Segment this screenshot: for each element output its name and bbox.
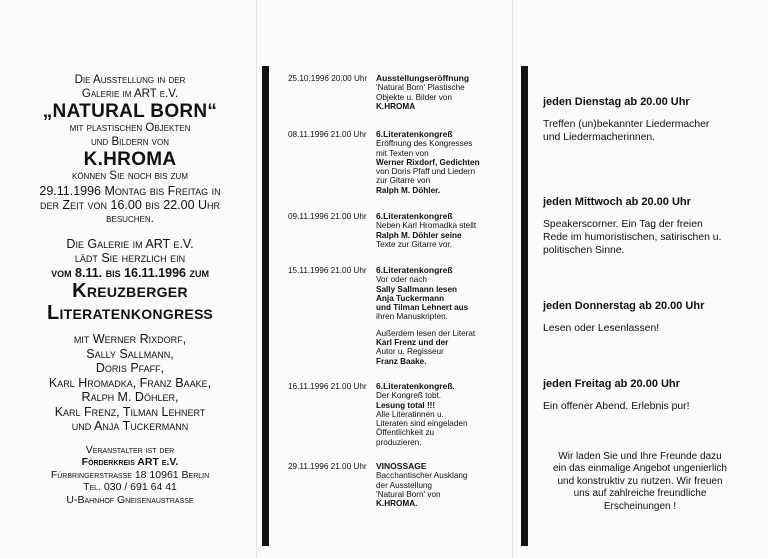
entry-line: Karl Frenz und der	[376, 338, 449, 348]
entry-line: mit Texten von	[376, 148, 429, 158]
weekly-heading: jeden Freitag ab 20.00 Uhr	[543, 378, 680, 390]
weekly-line: Ein offener Abend. Erlebnis pur!	[543, 401, 690, 412]
entry-line: K.HROMA	[376, 101, 416, 111]
images-line: und Bildern von	[90, 135, 170, 148]
entry-line: Vor oder nach	[376, 275, 427, 285]
entry-line: Außerdem lesen der Literat	[376, 328, 476, 338]
entry-date: 08.11.1996 21.00 Uhr	[288, 130, 367, 139]
entry-date: 16.11.1996 21.00 Uhr	[288, 382, 367, 391]
closing-line: Erscheinungen !	[603, 500, 677, 512]
weekly-heading: jeden Dienstag ab 20.00 Uhr	[543, 96, 690, 108]
organizer-address: Fürbringerstraße 18 10961 Berlin	[50, 468, 210, 481]
visit-line-3: der Zeit von 16.00 bis 22.00 Uhr	[39, 198, 221, 213]
weekly-line: und Liedermacherinnen.	[543, 132, 656, 143]
entry-title: VINOSSAGE	[376, 461, 427, 471]
organizer-phone: Tel. 030 / 691 64 41	[83, 481, 177, 494]
weekly-line: Rede im humoristischen, satirischen u.	[543, 232, 722, 243]
weekly-line: politischen Sinne.	[543, 245, 625, 256]
entry-line: Bacchantischer Ausklang	[376, 471, 468, 481]
entry-line: ihren Manuskripten.	[376, 312, 448, 322]
artist-name: K.HROMA	[83, 149, 177, 171]
fold-line-right	[512, 0, 513, 558]
entry-line: Neben Karl Hromadka stellt	[376, 221, 477, 231]
weekly-line: Speakerscorner. Ein Tag der freien	[543, 219, 703, 230]
invite-line-2: lädt Sie herzlich ein	[74, 251, 186, 266]
divider-bar-left	[262, 66, 269, 546]
entry-line: Alle Literatinnen u.	[376, 409, 444, 419]
organizer-name: Förderkreis ART e.V.	[81, 456, 179, 469]
participant-line: Karl Hromadka, Franz Baake,	[48, 375, 212, 390]
entry-title: 6.Literatenkongreß.	[376, 381, 455, 391]
entry-title: 6.Literatenkongreß	[376, 265, 453, 275]
weekly-heading: jeden Mittwoch ab 20.00 Uhr	[543, 196, 691, 208]
participant-line: Ralph M. Döhler,	[81, 390, 179, 405]
intro-line: Die Ausstellung in der	[74, 74, 186, 86]
entry-line: Anja Tuckermann	[376, 293, 445, 303]
organizer-line: Veranstalter ist der	[85, 443, 175, 456]
weekly-heading: jeden Donnerstag ab 20.00 Uhr	[543, 300, 705, 312]
entry-line: zur Gitarre von	[376, 176, 431, 186]
closing-line: ein das einmalige Angebot ungenierlich	[552, 463, 727, 475]
entry-line: Literaten sind eingeladen	[376, 419, 468, 429]
entry-title: Ausstellungseröffnung	[376, 73, 470, 83]
invite-line-1: Die Galerie im ART e.V.	[66, 236, 194, 251]
entry-line: Franz Baake.	[376, 356, 427, 366]
entry-line: Autor u. Regisseur	[376, 347, 444, 357]
entry-line: Der Kongreß tobt.	[376, 391, 442, 401]
event-title-1: Kreuzberger	[72, 280, 188, 303]
entry-title: 6.Literatenkongreß	[376, 211, 453, 221]
entry-line: K.HROMA.	[376, 499, 418, 509]
entry-date: 29.11.1996 21.00 Uhr	[288, 462, 367, 471]
participant-line: Karl Frenz, Tilman Lehnert	[54, 404, 206, 419]
entry-line: Sally Sallmann lesen	[376, 284, 458, 294]
weekly-item	[543, 196, 743, 257]
entry-line: Werner Rixdorf, Gedichten	[376, 157, 480, 167]
entry-line: und Tilman Lehnert aus	[376, 303, 469, 313]
entry-line: Texte zur Gitarre vor.	[376, 239, 452, 249]
entry-title: 6.Literatenkongreß	[376, 129, 453, 139]
entry-line: 'Natural Born' Plastische	[376, 83, 465, 93]
gallery-line: Galerie im ART e.V.	[81, 87, 179, 100]
exhibition-panel	[26, 74, 234, 506]
entry-body	[376, 266, 508, 366]
weekly-line: Treffen (un)bekannter Liedermacher	[543, 119, 710, 130]
organizer-subway: U-Bahnhof Gneisenaustraße	[66, 493, 194, 506]
entry-line	[376, 322, 508, 329]
invite-dates: vom 8.11. bis 16.11.1996 zum	[51, 265, 209, 280]
participant-line: und Anja Tuckermann	[71, 419, 189, 434]
entry-body	[376, 212, 508, 249]
entry-line: 'Natural Born' von	[376, 489, 441, 499]
closing-line: uns auf zahlreiche freundliche	[573, 488, 707, 500]
weekly-item	[543, 300, 743, 335]
entry-body	[376, 462, 508, 508]
closing-line: Wir laden Sie und Ihre Freunde dazu	[558, 451, 722, 462]
entry-line: Öffentlichkeit zu	[376, 428, 435, 438]
objects-line: mit plastischen Objekten	[69, 122, 191, 135]
weekly-item	[543, 96, 743, 144]
visit-line-1: können Sie noch bis zum	[71, 170, 188, 183]
visit-line-4: besuchen.	[106, 212, 154, 225]
weekly-item	[543, 378, 743, 413]
entry-date: 15.11.1996 21.00 Uhr	[288, 266, 367, 275]
entry-date: 25.10.1996 20.00 Uhr	[288, 74, 368, 83]
entry-line: Eröffnung des Kongresses	[376, 139, 473, 149]
fold-line-left	[256, 0, 257, 558]
entry-line: Ralph M. Döhler seine	[376, 230, 462, 240]
entry-line: der Ausstellung	[376, 480, 432, 490]
entry-body	[376, 74, 508, 111]
entry-line: von Doris Pfaff und Liedern	[376, 167, 476, 177]
visit-line-2: 29.11.1996 Montag bis Freitag in	[39, 183, 221, 198]
closing-line: und konstruktiv zu nutzen. Wir freuen	[557, 475, 723, 487]
entry-line: produzieren.	[376, 437, 422, 447]
entry-date: 09.11.1996 21.00 Uhr	[288, 212, 367, 221]
participant-line: Doris Pfaff,	[95, 361, 165, 376]
participant-line: mit Werner Rixdorf,	[73, 332, 187, 347]
entry-line: Ralph M. Döhler.	[376, 185, 441, 195]
divider-bar-right	[521, 66, 528, 546]
entry-body	[376, 382, 508, 447]
entry-line: Objekte u. Bilder von	[376, 92, 453, 102]
closing-invitation	[540, 451, 740, 513]
exhibition-title: „NATURAL BORN“	[42, 101, 218, 123]
entry-body	[376, 130, 508, 195]
event-title-2: Literatenkongreß	[46, 302, 214, 325]
weekly-line: Lesen oder Lesenlassen!	[543, 323, 660, 334]
participant-line: Sally Sallmann,	[86, 346, 174, 361]
entry-line: Lesung total !!!	[376, 400, 436, 410]
